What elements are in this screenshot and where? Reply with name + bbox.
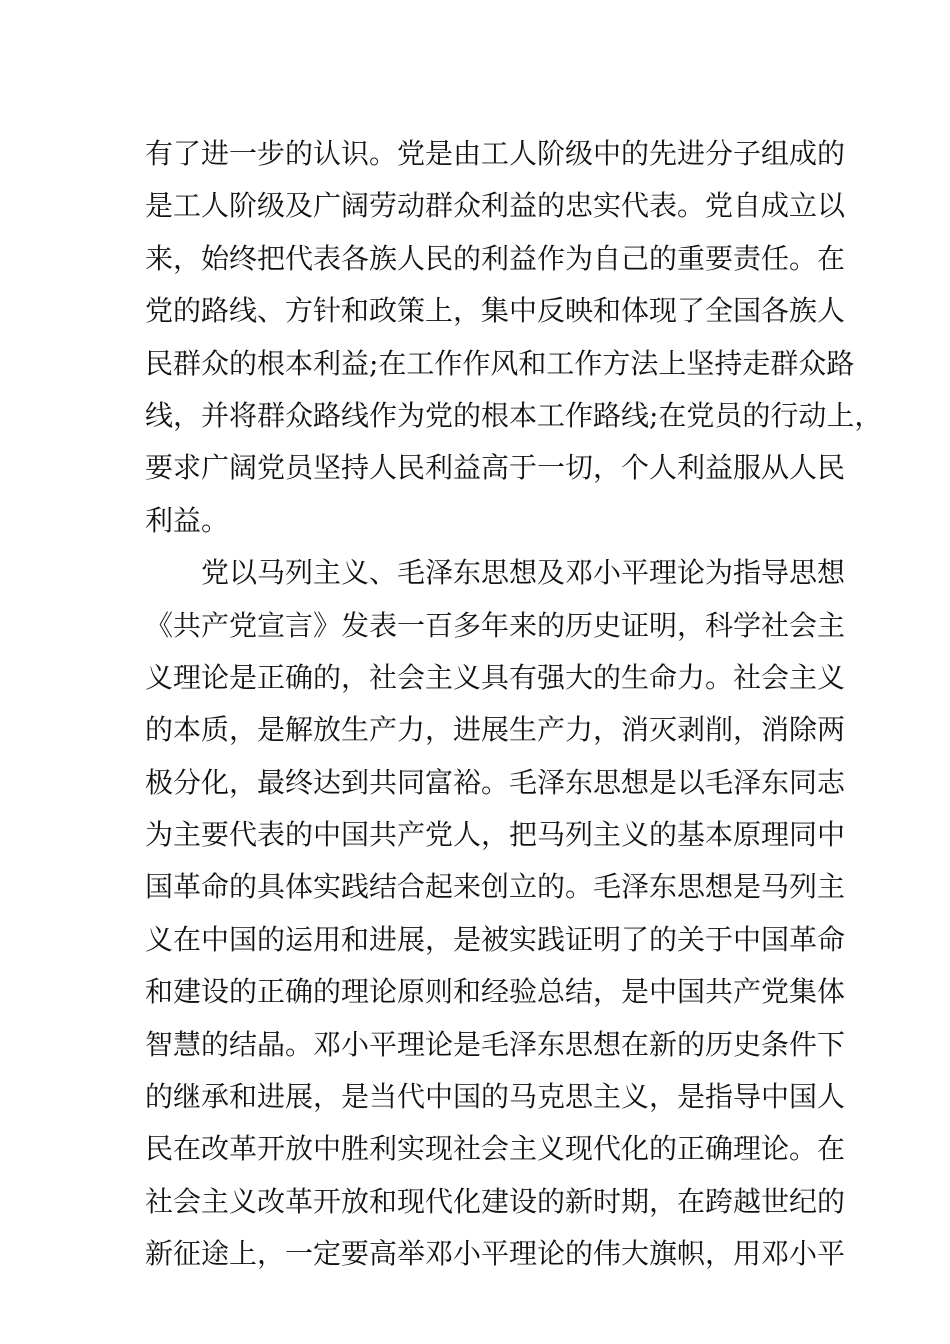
text-line: 极分化，最终达到共同富裕。毛泽东思想是以毛泽东同志 (145, 765, 846, 799)
text-line: 民群众的根本利益;在工作作风和工作方法上坚持走群众路 (145, 346, 855, 380)
text-line: 党的路线、方针和政策上，集中反映和体现了全国各族人 (145, 294, 846, 328)
text-line: 为主要代表的中国共产党人，把马列主义的基本原理同中 (145, 818, 846, 852)
text-line: 智慧的结晶。邓小平理论是毛泽东思想在新的历史条件下 (145, 1027, 846, 1061)
text-line: 《共产党宣言》发表一百多年来的历史证明，科学社会主 (145, 608, 846, 642)
text-line: 社会主义改革开放和现代化建设的新时期，在跨越世纪的 (145, 1184, 846, 1218)
text-line: 来，始终把代表各族人民的利益作为自己的重要责任。在 (145, 241, 846, 275)
text-line: 是工人阶级及广阔劳动群众利益的忠实代表。党自成立以 (145, 189, 846, 223)
text-line: 新征途上，一定要高举邓小平理论的伟大旗帜，用邓小平 (145, 1237, 846, 1271)
text-line: 义在中国的运用和进展，是被实践证明了的关于中国革命 (145, 922, 846, 956)
text-line: 义理论是正确的，社会主义具有强大的生命力。社会主义 (145, 660, 846, 694)
text-line: 要求广阔党员坚持人民利益高于一切，个人利益服从人民 (145, 451, 846, 485)
text-line: 有了进一步的认识。党是由工人阶级中的先进分子组成的 (145, 137, 846, 170)
text-line: 的本质，是解放生产力，进展生产力，消灭剥削，消除两 (145, 713, 846, 747)
text-line: 和建设的正确的理论原则和经验总结，是中国共产党集体 (145, 975, 846, 1009)
text-line: 线，并将群众路线作为党的根本工作路线;在党员的行动上， (145, 398, 883, 432)
text-line: 党以马列主义、毛泽东思想及邓小平理论为指导思想 (201, 556, 846, 590)
text-line: 民在改革开放中胜利实现社会主义现代化的正确理论。在 (145, 1132, 846, 1166)
paragraph-1 (145, 128, 883, 547)
text-line: 利益。 (145, 503, 230, 537)
body-text (145, 128, 883, 1281)
paragraph-2 (145, 547, 846, 1280)
text-line: 国革命的具体实践结合起来创立的。毛泽东思想是马列主 (145, 870, 846, 904)
text-line: 的继承和进展，是当代中国的马克思主义，是指导中国人 (145, 1080, 846, 1114)
